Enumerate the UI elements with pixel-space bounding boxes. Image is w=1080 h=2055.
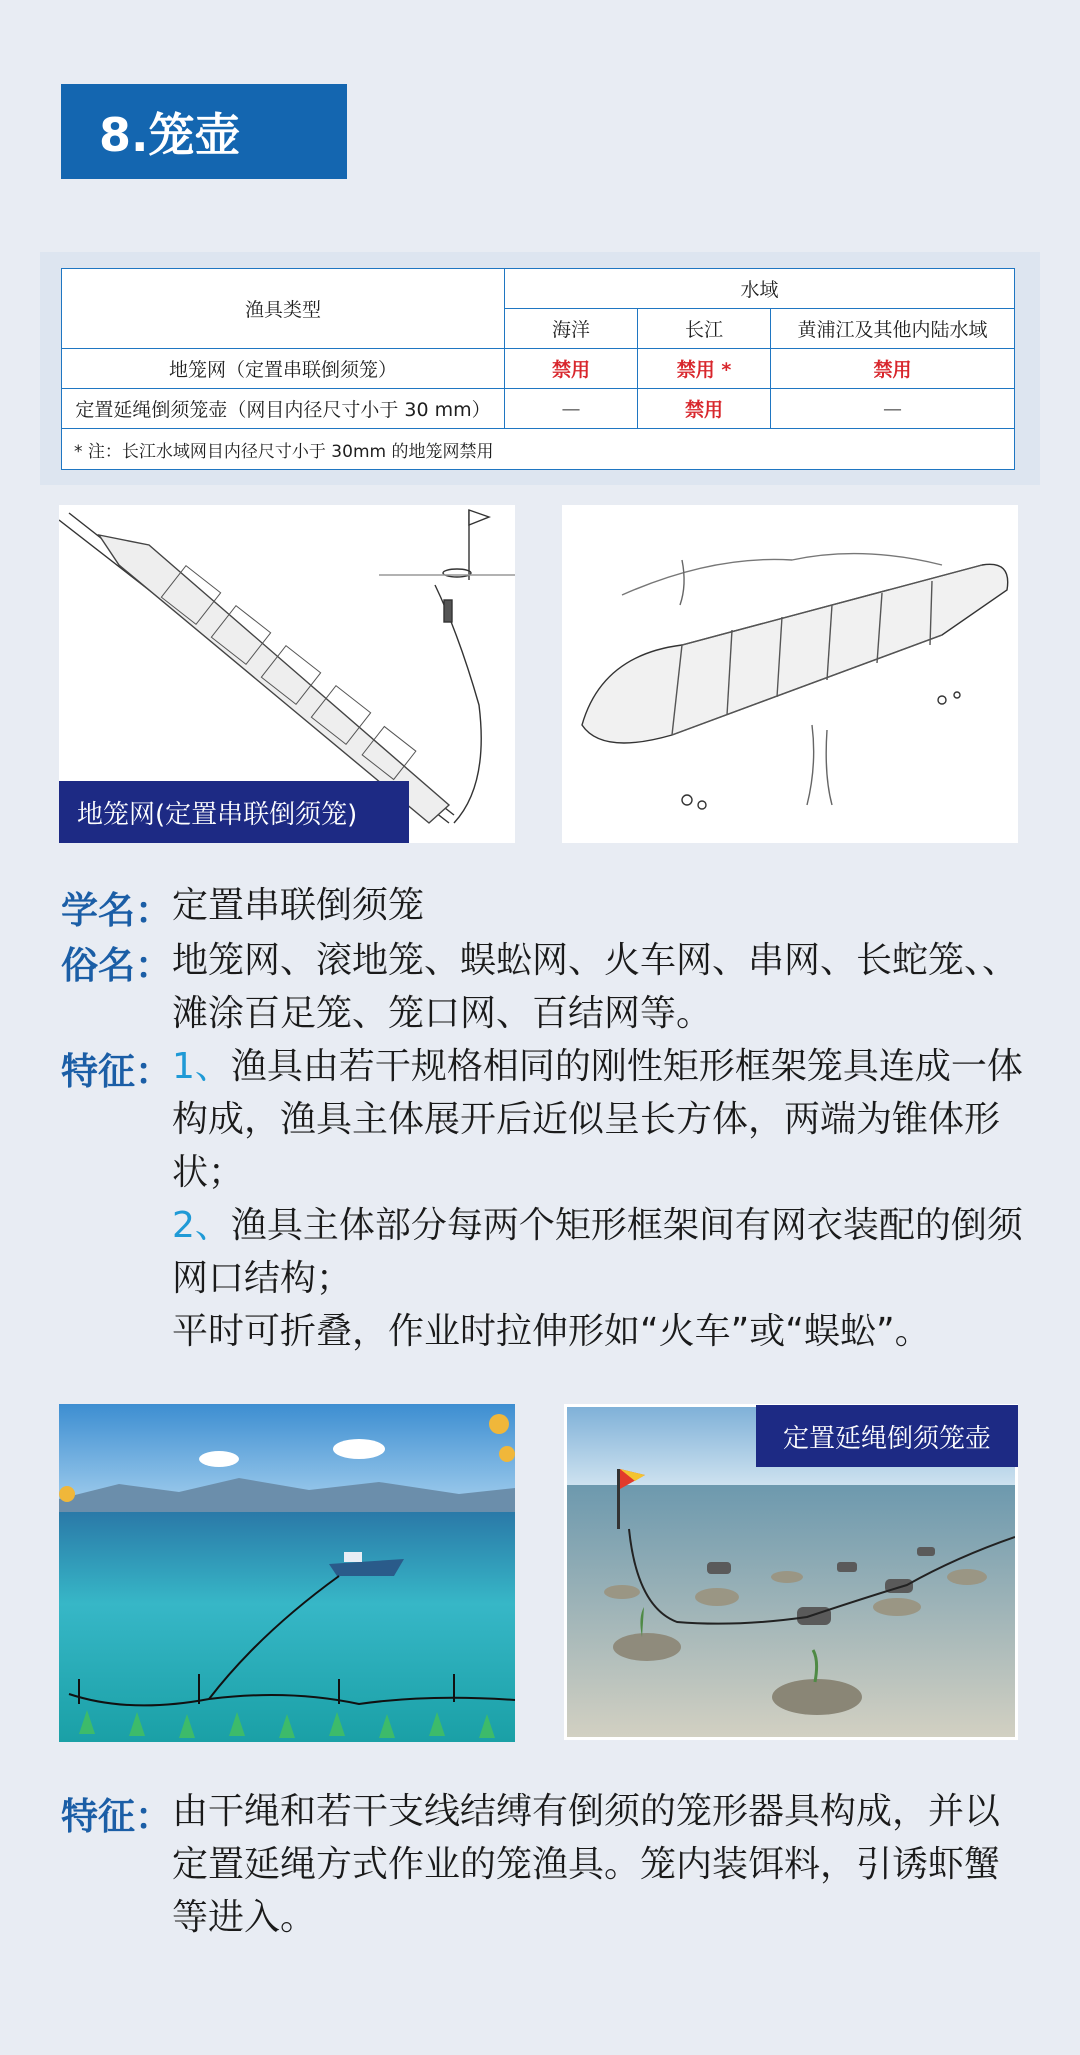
section-title: 8.笼壶 [61, 84, 347, 179]
cell-status: 禁用 [505, 349, 638, 389]
header-area-sea: 海洋 [505, 309, 638, 349]
cell-status: 禁用 [638, 389, 771, 429]
cell-status: — [505, 389, 638, 429]
table-note: * 注：长江水域网目内径尺寸小于 30mm 的地笼网禁用 [62, 429, 1015, 470]
header-water-area: 水域 [505, 269, 1015, 309]
feature-2-number: 2、 [172, 1205, 231, 1246]
feature-item-2 [172, 1199, 1032, 1305]
feature-item-1 [172, 1040, 1032, 1199]
cell-status: 禁用 [771, 349, 1015, 389]
cell-status: 禁用 * [638, 349, 771, 389]
scientific-name-label: 学名： [61, 889, 172, 932]
row-name: 地笼网（定置串联倒须笼） [62, 349, 505, 389]
header-area-inland: 黄浦江及其他内陆水域 [771, 309, 1015, 349]
header-gear-type: 渔具类型 [62, 269, 505, 349]
caption-ground-cage-net: 地笼网(定置串联倒须笼) [59, 781, 409, 843]
table-row [62, 349, 1015, 389]
common-name-label: 俗名： [61, 944, 172, 987]
feature-1-text: 渔具由若干规格相同的刚性矩形框架笼具连成一体构成，渔具主体展开后近似呈长方体，两端为锥体形状； [172, 1046, 1023, 1193]
sketch-cage-on-seabed [562, 505, 1018, 843]
feature-label: 特征： [61, 1050, 172, 1093]
feature-list [172, 1040, 1032, 1358]
common-name-value: 地笼网、滚地笼、蜈蚣网、火车网、串网、长蛇笼、、滩涂百足笼、笼口网、百结网等。 [172, 940, 1019, 1034]
feature-label-2: 特征： [61, 1795, 172, 1838]
scientific-name-value: 定置串联倒须笼 [172, 885, 425, 926]
feature-item-3: 平时可折叠，作业时拉伸形如“火车”或“蜈蚣”。 [172, 1311, 931, 1352]
feature-2-text: 渔具主体部分每两个矩形框架间有网衣装配的倒须网口结构； [172, 1205, 1023, 1299]
illustration-longline-sea [59, 1404, 515, 1742]
feature-1-number: 1、 [172, 1046, 231, 1087]
feature-text-2: 由干绳和若干支线结缚有倒须的笼形器具构成，并以定置延绳方式作业的笼渔具。笼内装饵料，引诱虾蟹等进入。 [172, 1791, 1001, 1938]
row-name: 定置延绳倒须笼壶（网目内径尺寸小于 30 mm） [62, 389, 505, 429]
cell-status: — [771, 389, 1015, 429]
regulation-table [61, 268, 1015, 470]
caption-longline-cage-pot: 定置延绳倒须笼壶 [756, 1405, 1018, 1467]
table-row [62, 389, 1015, 429]
header-area-yangtze: 长江 [638, 309, 771, 349]
